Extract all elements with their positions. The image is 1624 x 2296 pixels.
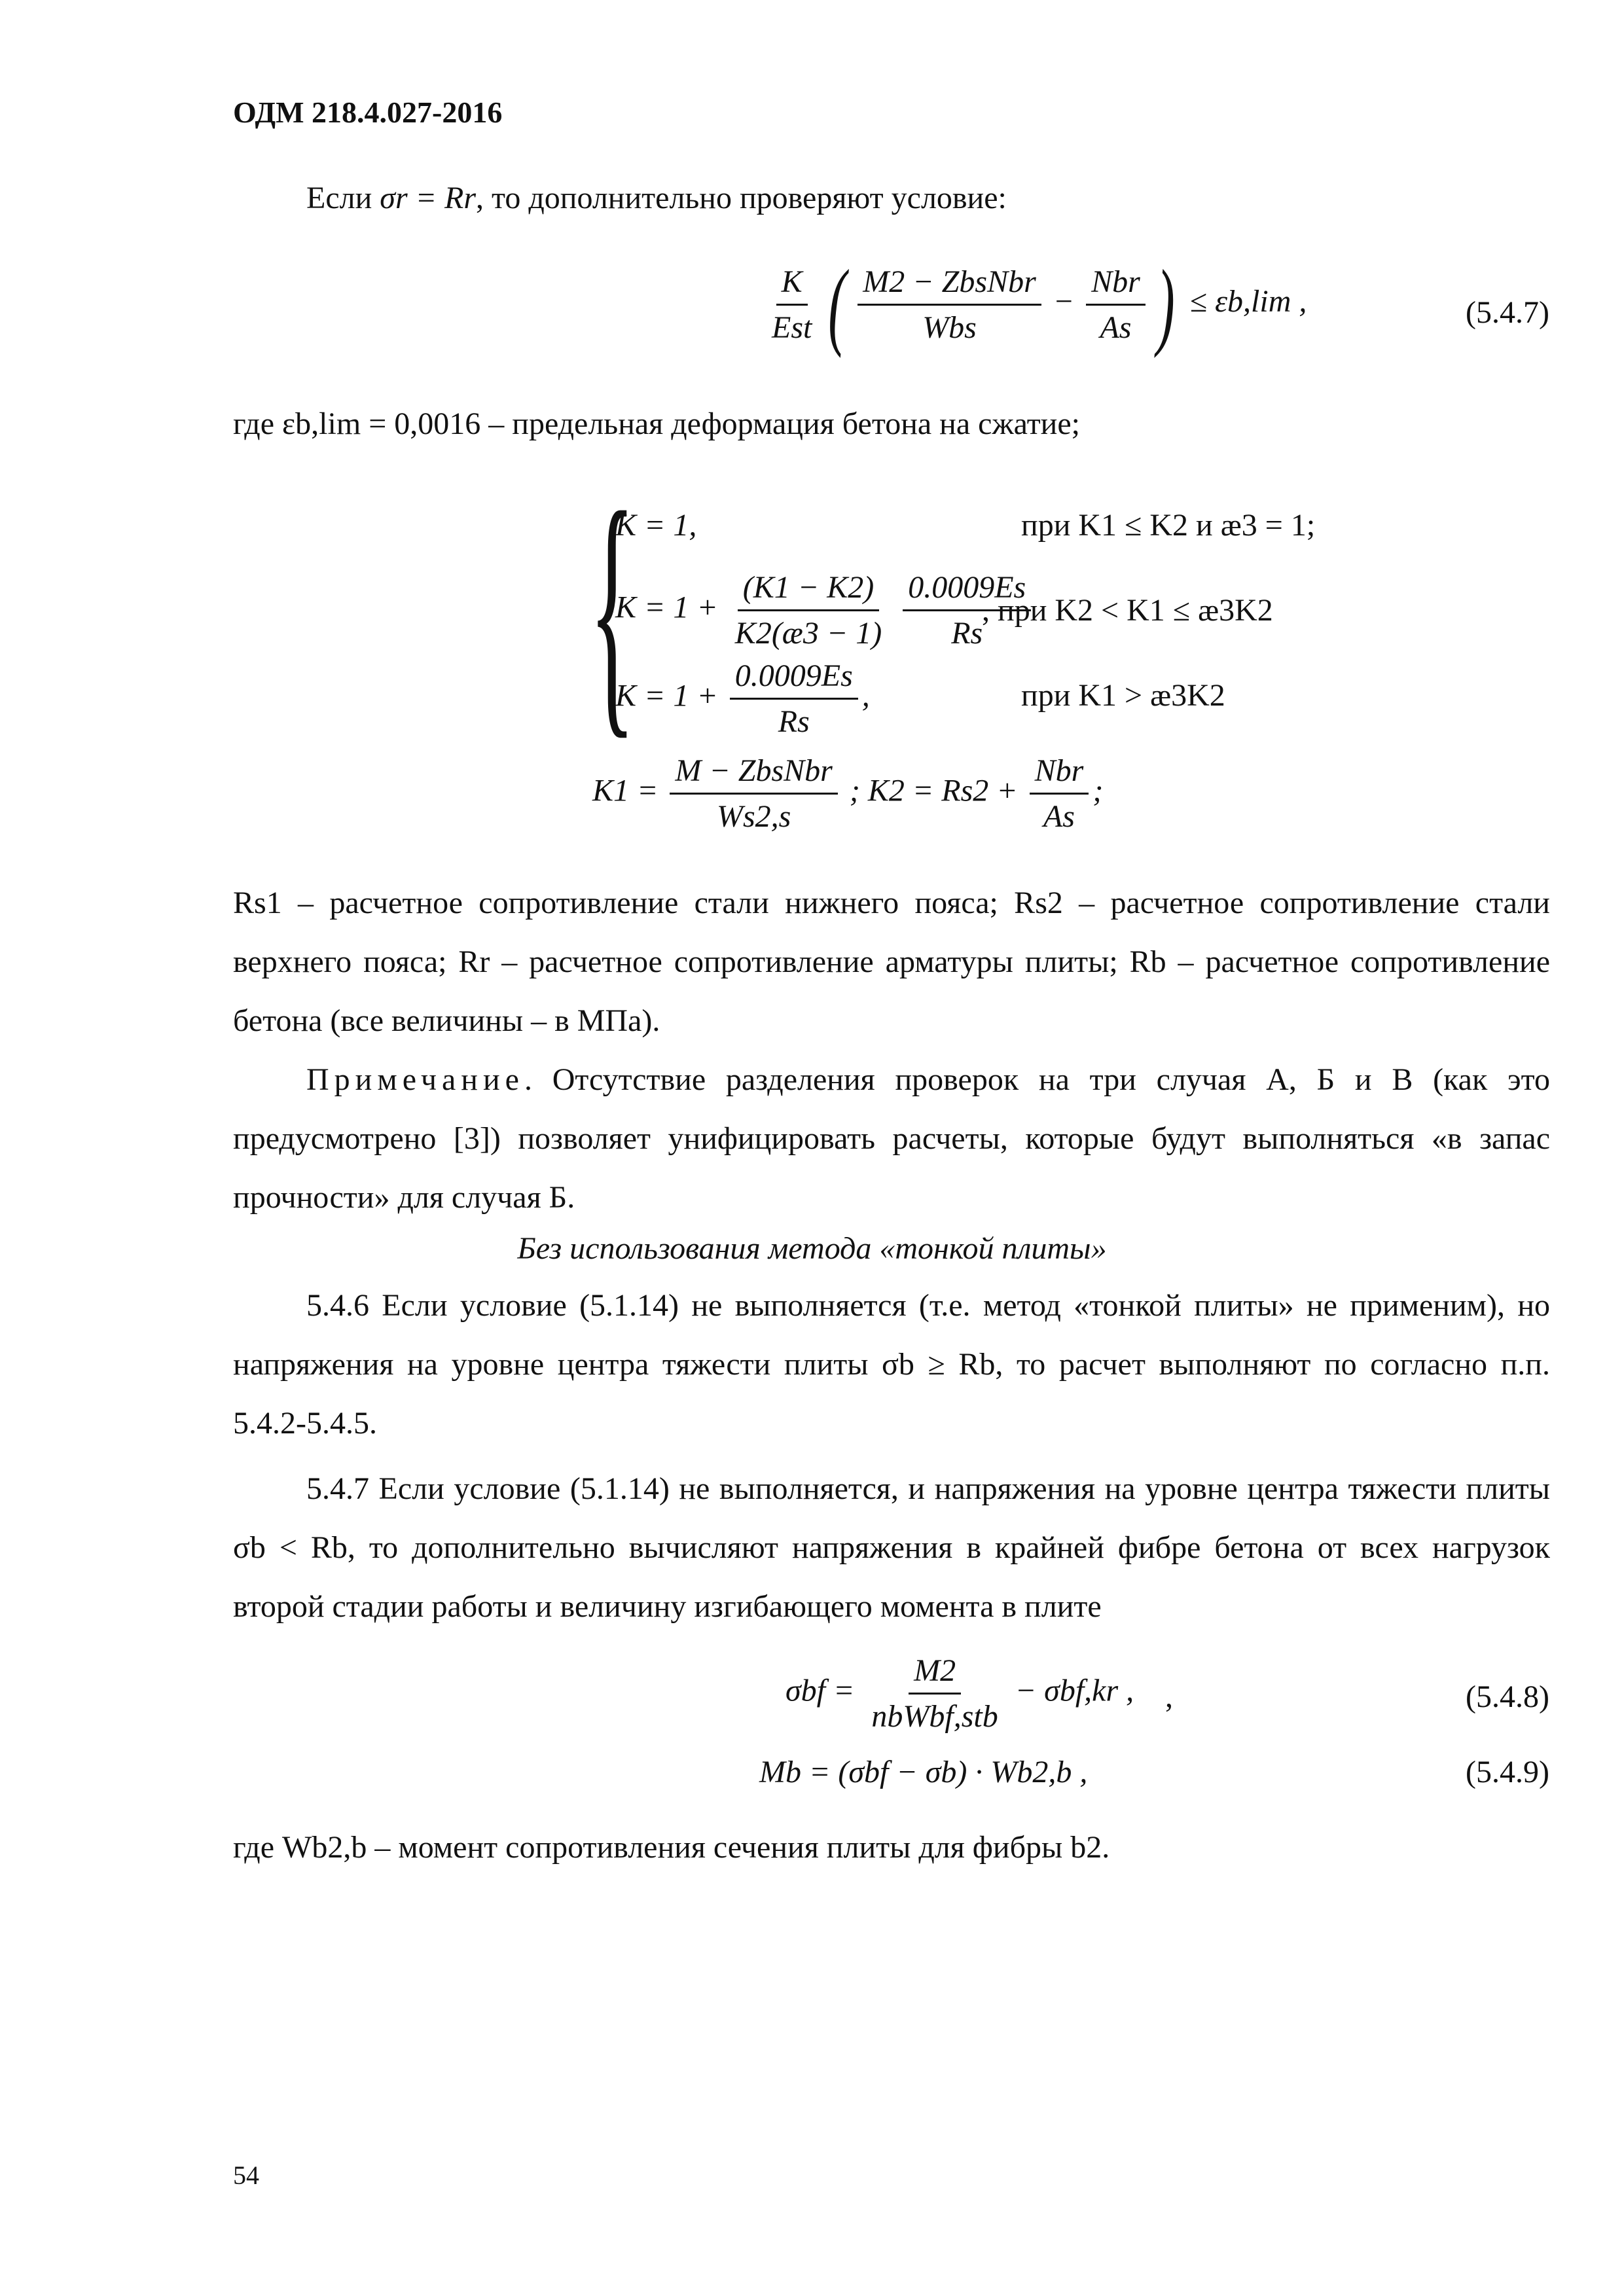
intro-tail: , то дополнительно проверяют условие: <box>476 181 1007 215</box>
paragraph-resistances: Rs1 – расчетное сопротивление стали нижнего пояса; Rs2 – расчетное сопротивление стали верхнего пояса; Rr – расчетное сопротивление арматуры плиты; Rb – расчетное сопротивление бетона (все величины – в МПа). <box>233 886 1550 1038</box>
page-number: 54 <box>233 2161 259 2190</box>
fraction-k-est: $\frac{K}{\text{Est}}$ <box>772 264 812 345</box>
system-row-2-condition: , при K2 < K1 ≤ æ3K2 <box>982 593 1273 628</box>
system-row-1-condition: при K1 ≤ K2 и æ3 = 1; <box>1021 508 1316 543</box>
intro-lead: Если <box>306 181 372 215</box>
note-text: . Отсутствие разделения проверок на три случая А, Б и В (как это предусмотрено [3]) позволяет унифицировать расчеты, которые будут выполняться «в запас прочности» для случая Б. <box>233 1062 1550 1215</box>
system-row-2: K = 1 + $\frac{(K1 - K2)}{K2(æ3 - 1)}$ $\frac{0.0009Es}{Rs}$ <box>615 569 1035 651</box>
fraction-moment: $\frac{\text{M2 − ZbsNbr}}{\text{Wbs}}$ <box>857 264 1041 346</box>
paragraph-5-4-7: 5.4.7 Если условие (5.1.14) не выполняется, и напряжения на уровне центра тяжести плиты σb < Rb, то дополнительно вычисляют напряжения в крайней фибре бетона от всех нагрузок второй стадии работы и величину изгибающего момента в плите <box>233 1471 1550 1624</box>
system-brace: { <box>589 456 636 761</box>
paragraph-5-4-6: 5.4.6 Если условие (5.1.14) не выполняется (т.е. метод «тонкой плиты» не применим), но напряжения на уровне центра тяжести плиты σb ≥ Rb, то расчет выполняют по согласно п.п. 5.4.2-5.4.5. <box>233 1288 1550 1441</box>
equation-5-4-9: Mb = (σbf − σb) · Wb2,b , <box>759 1755 1088 1789</box>
subheading: Без использования метода «тонкой плиты» <box>517 1231 1107 1266</box>
where-section-modulus: где Wb2,b – момент сопротивления сечения плиты для фибры b2. <box>233 1830 1110 1865</box>
system-row-3: K = 1 + $\frac{0.0009Es}{Rs}$ , <box>615 658 870 739</box>
where-strain-limit: где εb,lim = 0,0016 – предельная деформация бетона на сжатие; <box>233 406 1081 441</box>
intro-line <box>306 180 1007 216</box>
system-row-1: K = 1, <box>615 508 697 543</box>
k1-k2-definitions: K1 = $\frac{\text{M − ZbsNbr}}{Ws2,s}$ ; K2 = Rs2 + $\frac{\text{Nbr}}{As}$ ; <box>592 753 1104 834</box>
equation-number-5-4-7: (5.4.7) <box>1466 295 1549 330</box>
equation-5-4-7-relation: ≤ εb,lim , <box>1189 284 1307 319</box>
equation-number-5-4-9: (5.4.9) <box>1466 1755 1549 1789</box>
intro-condition: σr = Rr <box>380 181 477 215</box>
equation-5-4-8: σbf = $\frac{M2}{\text{nbWbf,stb}}$ − σbf,kr , <box>785 1653 1134 1734</box>
system-row-3-condition: при K1 > æ3K2 <box>1021 678 1225 713</box>
equation-5-4-7: $\frac{K}{\text{Est}}$ ( $\frac{\text{M2 − ZbsNbr}}{\text{Wbs}}$ − $\frac{\text{Nbr}}{As}$ ) ≤ εb,lim , <box>763 255 1307 353</box>
equation-5-4-8-comma: , <box>1165 1679 1173 1714</box>
note-label: Примечание <box>306 1062 524 1097</box>
equation-number-5-4-8: (5.4.8) <box>1466 1679 1549 1714</box>
document-code: ОДМ 218.4.027-2016 <box>233 96 503 129</box>
fraction-axial: $\frac{\text{Nbr}}{As}$ <box>1086 264 1146 346</box>
note-paragraph <box>233 1050 1550 1227</box>
